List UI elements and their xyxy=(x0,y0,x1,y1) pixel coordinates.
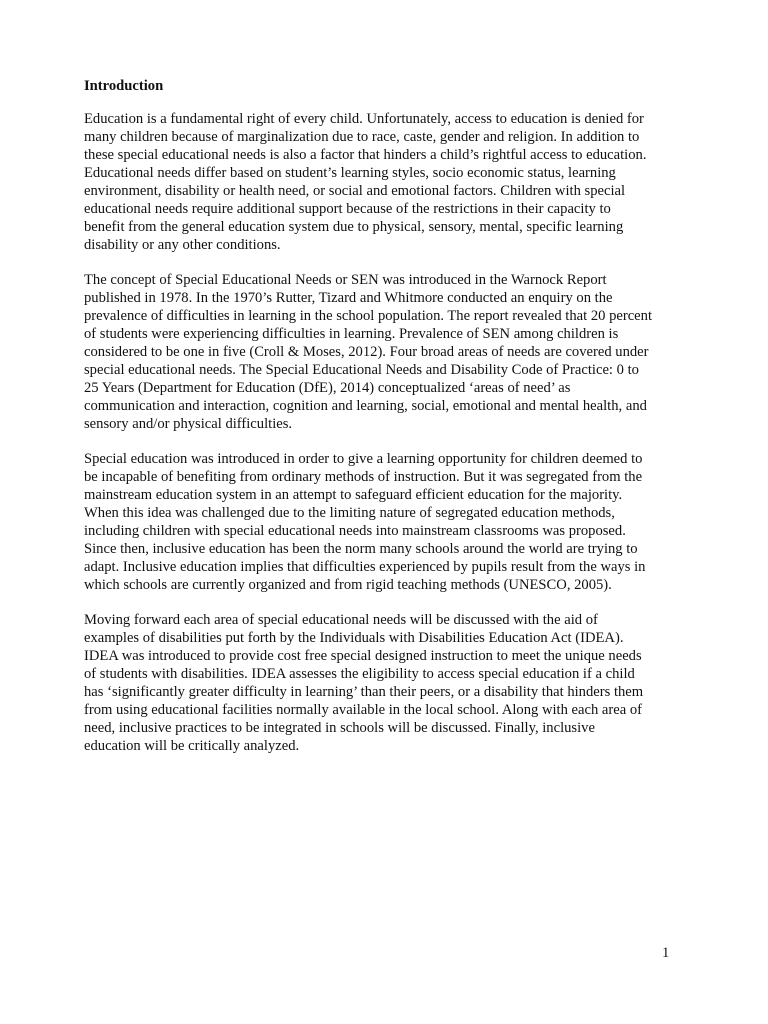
paragraph-line: prevalence of difficulties in learning in the school population. The report revealed that 20 percent xyxy=(84,308,653,324)
paragraph-1 xyxy=(84,110,684,254)
paragraph-line: mainstream education system in an attempt to safeguard efficient education for the majority. xyxy=(84,487,623,503)
paragraph-line: which schools are currently organized and from rigid teaching methods (UNESCO, 2005). xyxy=(84,577,612,593)
paragraph-3 xyxy=(84,450,684,594)
paragraph-4 xyxy=(84,611,684,755)
paragraph-line: many children because of marginalization due to race, caste, gender and religion. In addition to xyxy=(84,129,640,145)
paragraph-line: considered to be one in five (Croll & Moses, 2012). Four broad areas of needs are covered under xyxy=(84,344,649,360)
paragraph-line: be incapable of benefiting from ordinary methods of instruction. But it was segregated from the xyxy=(84,469,643,485)
paragraph-line: these special educational needs is also a factor that hinders a child’s rightful access to education. xyxy=(84,147,647,163)
paragraph-2 xyxy=(84,271,684,433)
paragraph-line: education will be critically analyzed. xyxy=(84,738,300,754)
paragraph-line: benefit from the general education system due to physical, sensory, mental, specific learning xyxy=(84,219,624,235)
paragraph-line: communication and interaction, cognition and learning, social, emotional and mental health, and xyxy=(84,398,647,414)
paragraph-line: has ‘significantly greater difficulty in learning’ than their peers, or a disability that hinders them xyxy=(84,684,644,700)
paragraph-line: Since then, inclusive education has been the norm many schools around the world are trying to xyxy=(84,541,638,557)
paragraph-line: sensory and/or physical difficulties. xyxy=(84,416,293,432)
paragraph-line: Special education was introduced in order to give a learning opportunity for children deemed to xyxy=(84,451,643,467)
paragraph-line: environment, disability or health need, or social and emotional factors. Children with special xyxy=(84,183,626,199)
paragraph-line: When this idea was challenged due to the limiting nature of segregated education methods, xyxy=(84,505,615,521)
paragraph-line: 25 Years (Department for Education (DfE), 2014) conceptualized ‘areas of need’ as xyxy=(84,380,571,396)
paragraph-line: published in 1978. In the 1970’s Rutter, Tizard and Whitmore conducted an enquiry on the xyxy=(84,290,613,306)
paragraph-line: examples of disabilities put forth by the Individuals with Disabilities Education Act (IDEA). xyxy=(84,630,624,646)
paragraph-line: of students were experiencing difficulties in learning. Prevalence of SEN among children is xyxy=(84,326,619,342)
page-number: 1 xyxy=(662,945,670,961)
paragraph-line: disability or any other conditions. xyxy=(84,237,281,253)
paragraph-line: IDEA was introduced to provide cost free special designed instruction to meet the unique needs xyxy=(84,648,642,664)
paragraph-line: need, inclusive practices to be integrated in schools will be discussed. Finally, inclusive xyxy=(84,720,595,736)
paragraph-line: special educational needs. The Special Educational Needs and Disability Code of Practice: 0 to xyxy=(84,362,639,378)
paragraph-line: from using educational facilities normally available in the local school. Along with each area of xyxy=(84,702,643,718)
paragraph-line: of students with disabilities. IDEA assesses the eligibility to access special education if a child xyxy=(84,666,635,682)
paragraph-line: adapt. Inclusive education implies that difficulties experienced by pupils result from the ways in xyxy=(84,559,646,575)
paragraph-line: including children with special educational needs into mainstream classrooms was proposed. xyxy=(84,523,626,539)
document-body xyxy=(84,77,684,772)
paragraph-line: educational needs require additional support because of the restrictions in their capacity to xyxy=(84,201,611,217)
paragraph-line: The concept of Special Educational Needs or SEN was introduced in the Warnock Report xyxy=(84,272,607,288)
section-heading: Introduction xyxy=(84,78,164,94)
paragraph-line: Educational needs differ based on student’s learning styles, socio economic status, learning xyxy=(84,165,616,181)
paragraph-line: Moving forward each area of special educational needs will be discussed with the aid of xyxy=(84,612,598,628)
paragraph-line: Education is a fundamental right of every child. Unfortunately, access to education is denied for xyxy=(84,111,644,127)
